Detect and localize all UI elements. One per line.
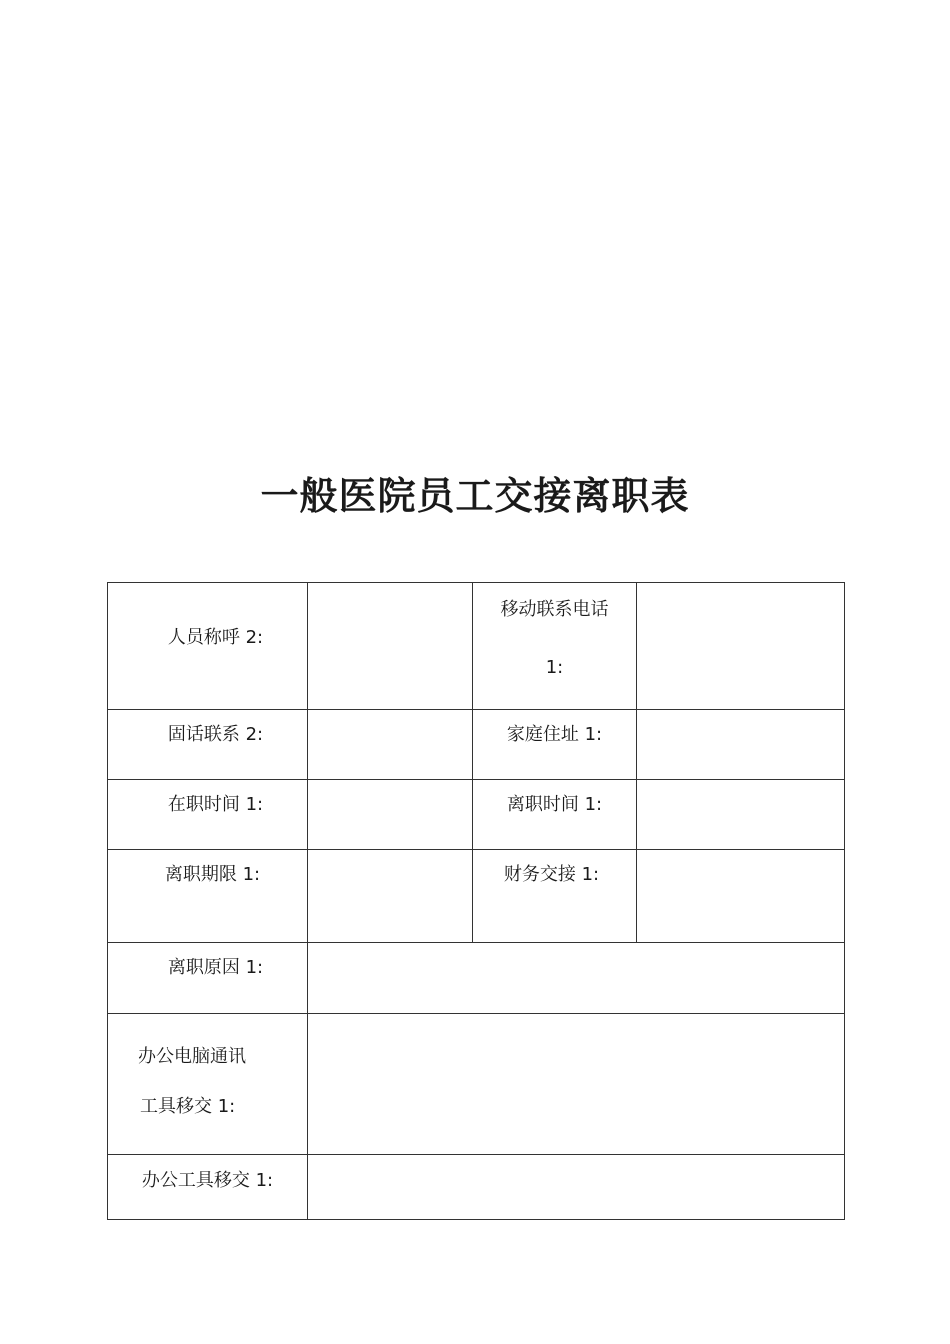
address-label: 家庭住址 1: (506, 724, 603, 745)
label-cell-finance (473, 850, 637, 943)
mobile-label-line1: 移动联系电话 (500, 599, 609, 620)
address-value-cell[interactable] (637, 710, 845, 780)
form-title: 一般医院员工交接离职表 (260, 473, 690, 518)
finance-handover-label: 财务交接 1: (503, 864, 600, 885)
label-cell-name (108, 583, 308, 710)
landline-value-cell[interactable] (308, 710, 473, 780)
form-row-notice-finance (108, 850, 845, 943)
office-tools-label: 办公工具移交 1: (141, 1170, 274, 1191)
leave-time-label: 离职时间 1: (506, 794, 603, 815)
label-cell-notice (108, 850, 308, 943)
label-cell-leave-time (473, 780, 637, 850)
mobile-value-cell[interactable] (637, 583, 845, 710)
handover-form-table (107, 582, 845, 1220)
label-cell-landline (108, 710, 308, 780)
form-row-landline-address (108, 710, 845, 780)
form-row-reason (108, 943, 845, 1014)
leave-reason-label: 离职原因 1: (167, 957, 264, 978)
name-value-cell[interactable] (308, 583, 473, 710)
label-cell-mobile (473, 583, 637, 710)
notice-period-label: 离职期限 1: (164, 864, 261, 885)
form-row-name-mobile (108, 583, 845, 710)
label-cell-address (473, 710, 637, 780)
label-cell-reason (108, 943, 308, 1014)
form-row-tenure-leave (108, 780, 845, 850)
notice-period-value-cell[interactable] (308, 850, 473, 943)
tenure-label: 在职时间 1: (167, 794, 264, 815)
label-cell-tenure (108, 780, 308, 850)
computer-handover-label-line2: 工具移交 1: (140, 1096, 236, 1117)
landline-label: 固话联系 2: (167, 724, 264, 745)
computer-handover-value-cell[interactable] (308, 1014, 845, 1155)
name-label: 人员称呼 2: (167, 627, 264, 648)
leave-time-value-cell[interactable] (637, 780, 845, 850)
leave-reason-value-cell[interactable] (308, 943, 845, 1014)
finance-handover-value-cell[interactable] (637, 850, 845, 943)
form-row-office-tools (108, 1155, 845, 1220)
computer-handover-label-line1: 办公电脑通讯 (138, 1046, 246, 1067)
label-cell-office-tools (108, 1155, 308, 1220)
label-cell-computer (108, 1014, 308, 1155)
tenure-value-cell[interactable] (308, 780, 473, 850)
form-row-computer (108, 1014, 845, 1155)
office-tools-value-cell[interactable] (308, 1155, 845, 1220)
mobile-label-line2: 1: (545, 657, 564, 678)
